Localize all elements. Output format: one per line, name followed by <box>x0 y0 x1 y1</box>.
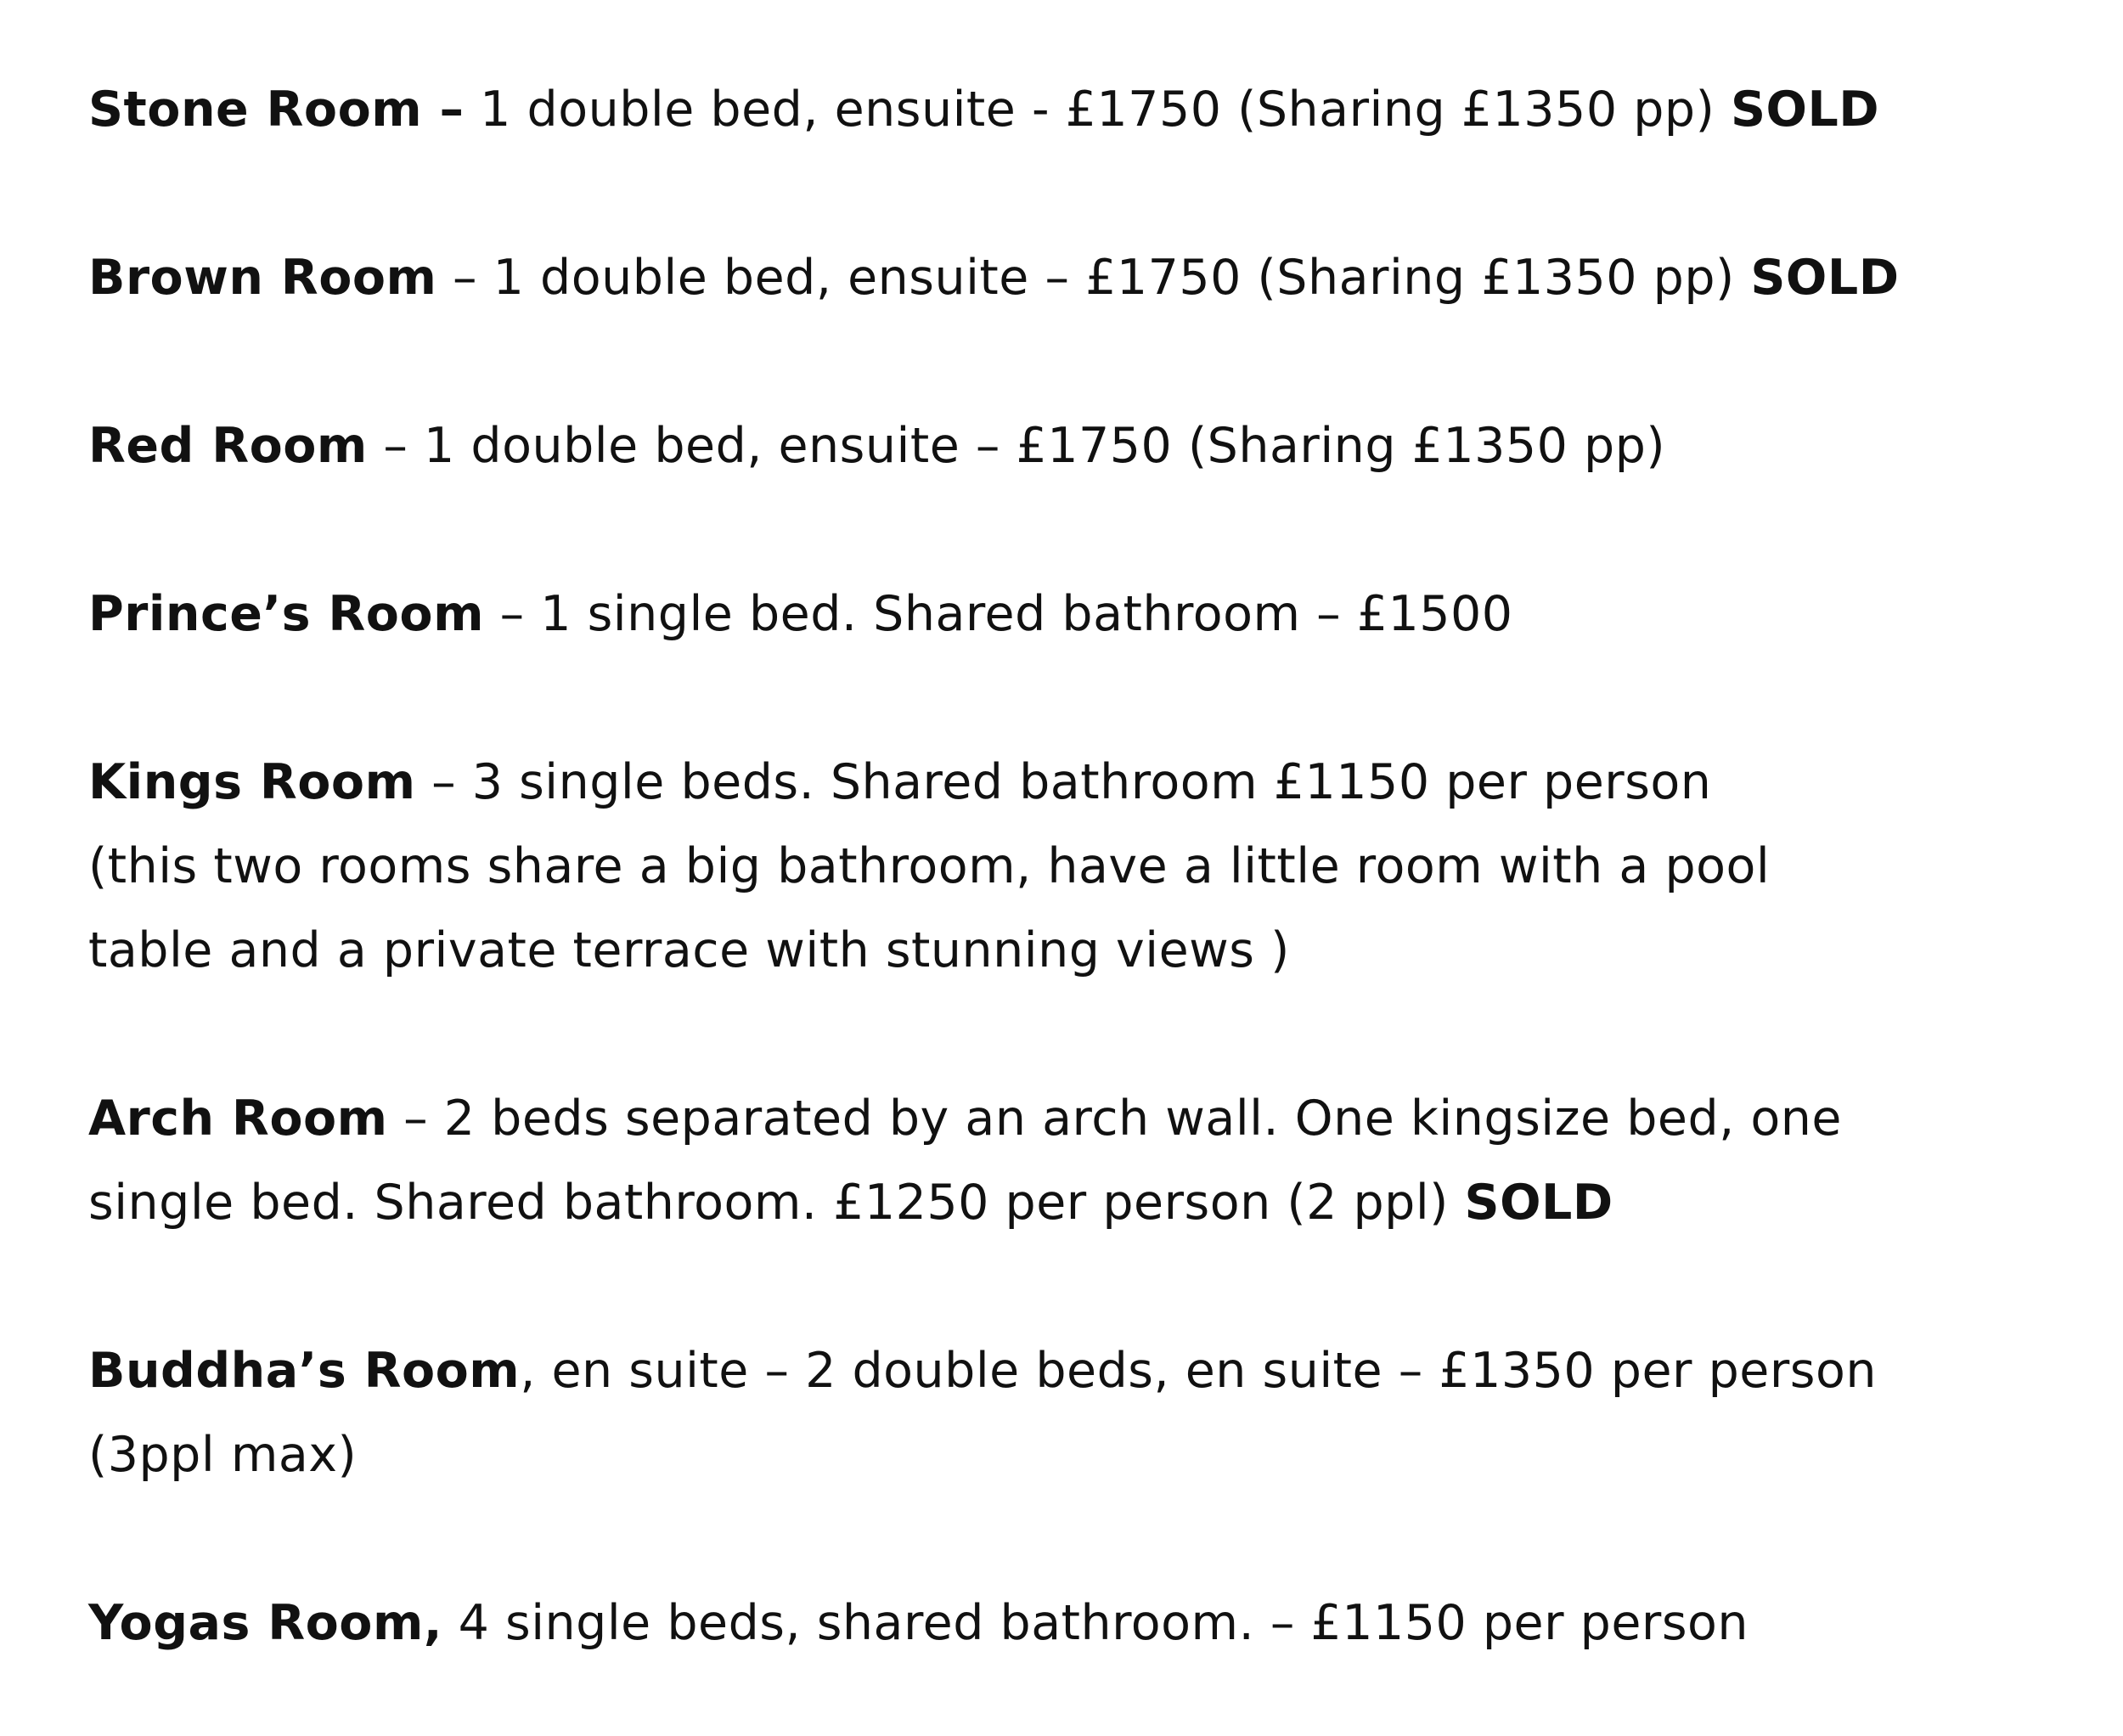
sold-badge: SOLD <box>1750 250 1900 306</box>
room-details: , en suite – 2 double beds, en suite – £1350 per person <box>520 1343 1877 1399</box>
room-entry-red <box>88 404 2058 488</box>
sold-badge: SOLD <box>1464 1175 1613 1231</box>
room-details: 1 double bed, ensuite - £1750 (Sharing £1350 pp) <box>464 82 1731 138</box>
room-list <box>88 68 2058 1666</box>
room-separator: – <box>422 82 465 138</box>
room-entry-stone <box>88 68 2058 152</box>
room-name: Buddha’s Room <box>88 1343 521 1399</box>
room-name: Prince’s Room <box>88 586 484 642</box>
room-name: Stone Room <box>88 82 423 138</box>
room-details-line <box>88 1077 2058 1161</box>
room-details-line <box>88 1329 2058 1413</box>
room-details: – 1 single bed. Shared bathroom – £1500 <box>483 586 1513 642</box>
room-name: Arch Room <box>88 1091 388 1147</box>
room-details: – 1 double bed, ensuite – £1750 (Sharing £1350 pp) <box>436 250 1751 306</box>
sold-badge: SOLD <box>1730 82 1880 138</box>
room-details: – 2 beds separated by an arch wall. One kingsize bed, one <box>387 1091 1842 1147</box>
room-name: Red Room <box>88 418 368 474</box>
room-details: – 3 single beds. Shared bathroom £1150 per person <box>415 754 1712 810</box>
room-name: Yogas Room, <box>88 1595 442 1651</box>
room-entry-prince <box>88 572 2058 657</box>
room-details: single bed. Shared bathroom. £1250 per person (2 ppl) <box>88 1175 1465 1231</box>
room-name: Brown Room <box>88 250 437 306</box>
room-details: – 1 double bed, ensuite – £1750 (Sharing £1350 pp) <box>367 418 1666 474</box>
room-details-line: table and a private terrace with stunning views ) <box>88 922 1290 978</box>
room-details-line <box>88 741 2058 825</box>
room-entry-buddha <box>88 1329 2058 1497</box>
room-entry-yogas <box>88 1581 2058 1666</box>
room-details-line: (this two rooms share a big bathroom, have a little room with a pool <box>88 838 1771 894</box>
room-details-line: (3ppl max) <box>88 1427 358 1483</box>
room-details-line <box>88 1161 2058 1245</box>
room-entry-brown <box>88 236 2058 320</box>
room-entry-arch <box>88 1077 2058 1245</box>
room-entry-kings <box>88 741 2058 993</box>
room-details: 4 single beds, shared bathroom. – £1150 per person <box>442 1595 1749 1651</box>
room-name: Kings Room <box>88 754 416 810</box>
